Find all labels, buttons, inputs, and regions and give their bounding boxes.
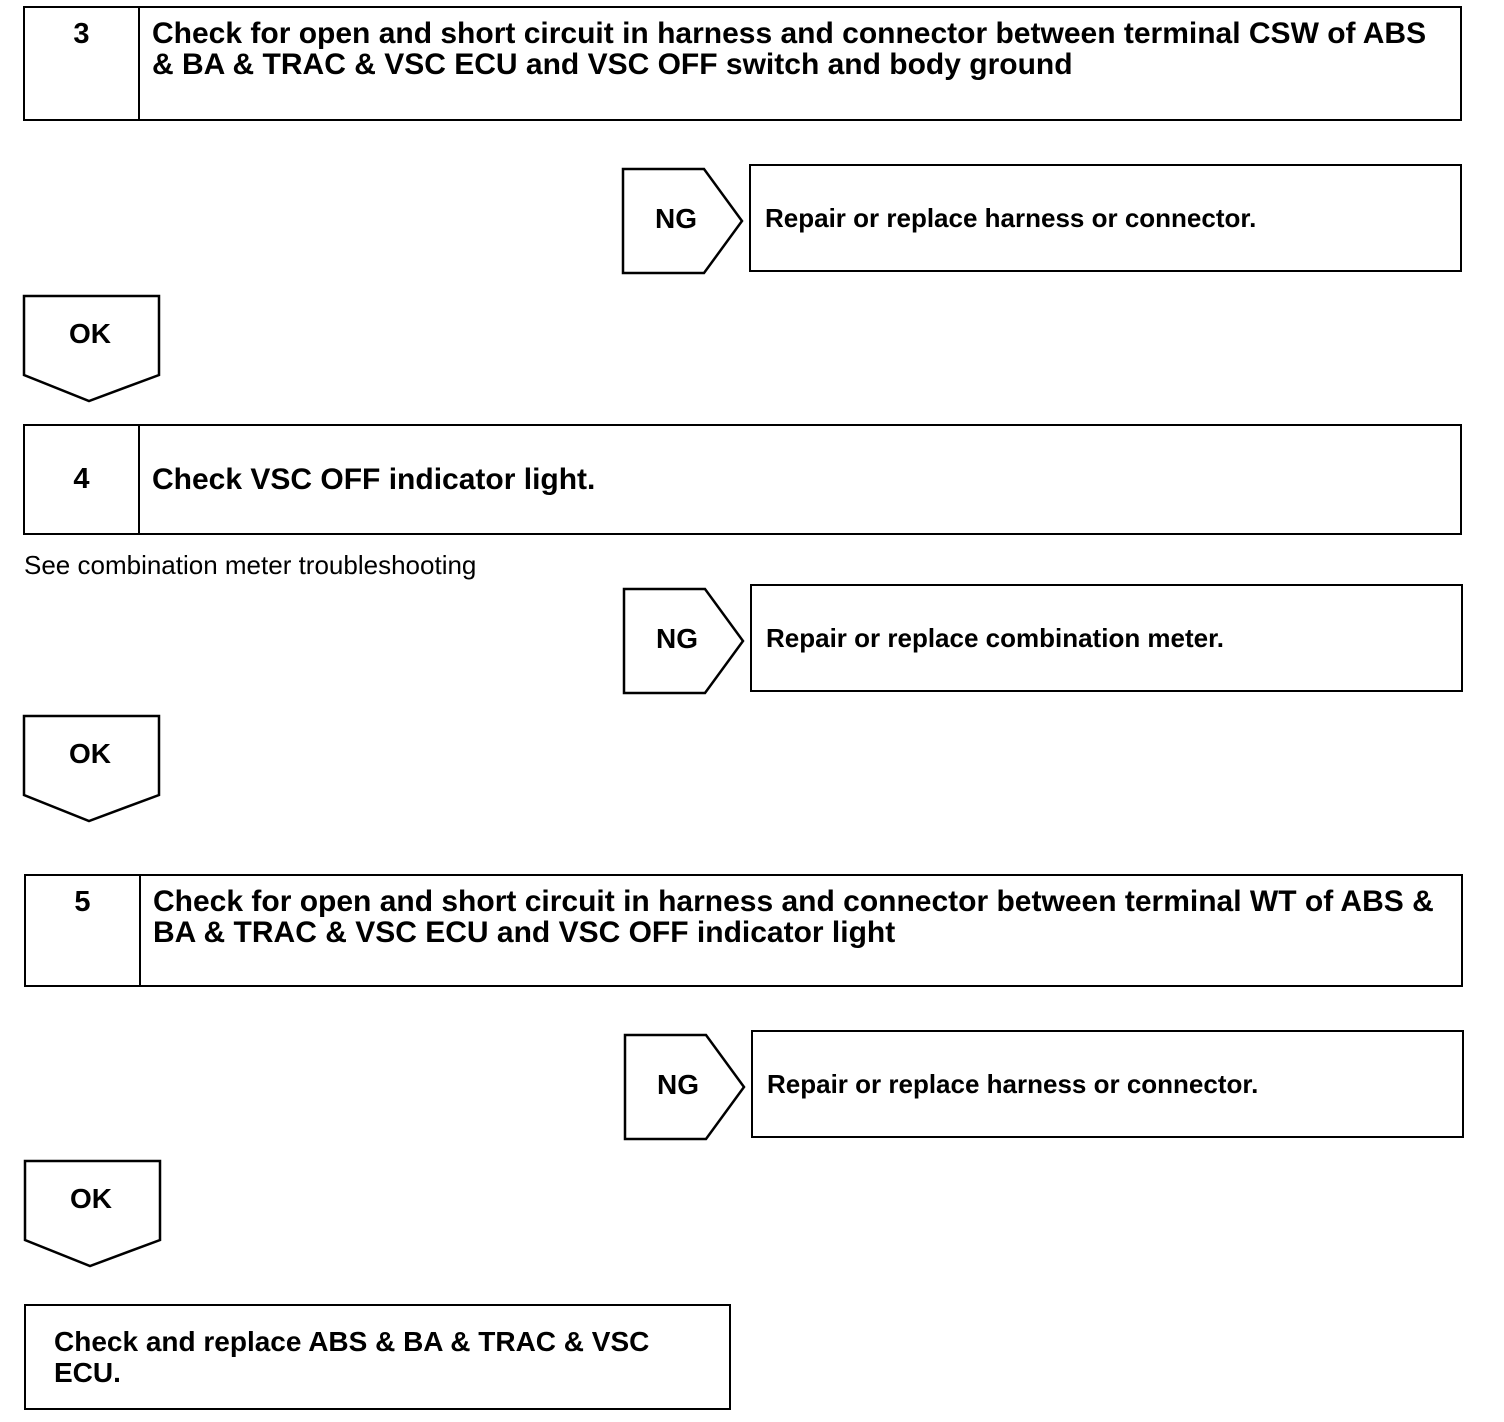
step-3-ng-result: Repair or replace harness or connector. <box>749 164 1462 272</box>
step-5-box <box>24 874 1463 987</box>
step-4-ng-result: Repair or replace combination meter. <box>750 584 1463 692</box>
step-4-ok-label: OK <box>69 738 111 769</box>
step-3-title: Check for open and short circuit in harness and connector between terminal CSW of ABS & BA & TRAC & VSC ECU and VSC OFF switch and body ground <box>152 17 1427 81</box>
step-5-ng-result: Repair or replace harness or connector. <box>751 1030 1464 1138</box>
step-3-ng-label: NG <box>655 203 697 234</box>
step-3-box <box>23 6 1462 121</box>
final-action-box: Check and replace ABS & BA & TRAC & VSC ECU. <box>24 1304 731 1410</box>
step-3-number: 3 <box>25 8 140 119</box>
step-5-ng-label: NG <box>657 1069 699 1100</box>
step-5-number: 5 <box>26 876 141 985</box>
step-3-ok-label: OK <box>69 318 111 349</box>
step-4-box <box>23 424 1462 535</box>
step-4-title: Check VSC OFF indicator light. <box>152 463 596 496</box>
step-5-ok-label: OK <box>70 1183 112 1214</box>
step-4-number: 4 <box>25 426 140 533</box>
step-4-ng-label: NG <box>656 623 698 654</box>
step-5-title: Check for open and short circuit in harness and connector between terminal WT of ABS & BA & TRAC & VSC ECU and VSC OFF indicator light <box>153 885 1434 949</box>
step-4-note: See combination meter troubleshooting <box>24 550 477 580</box>
